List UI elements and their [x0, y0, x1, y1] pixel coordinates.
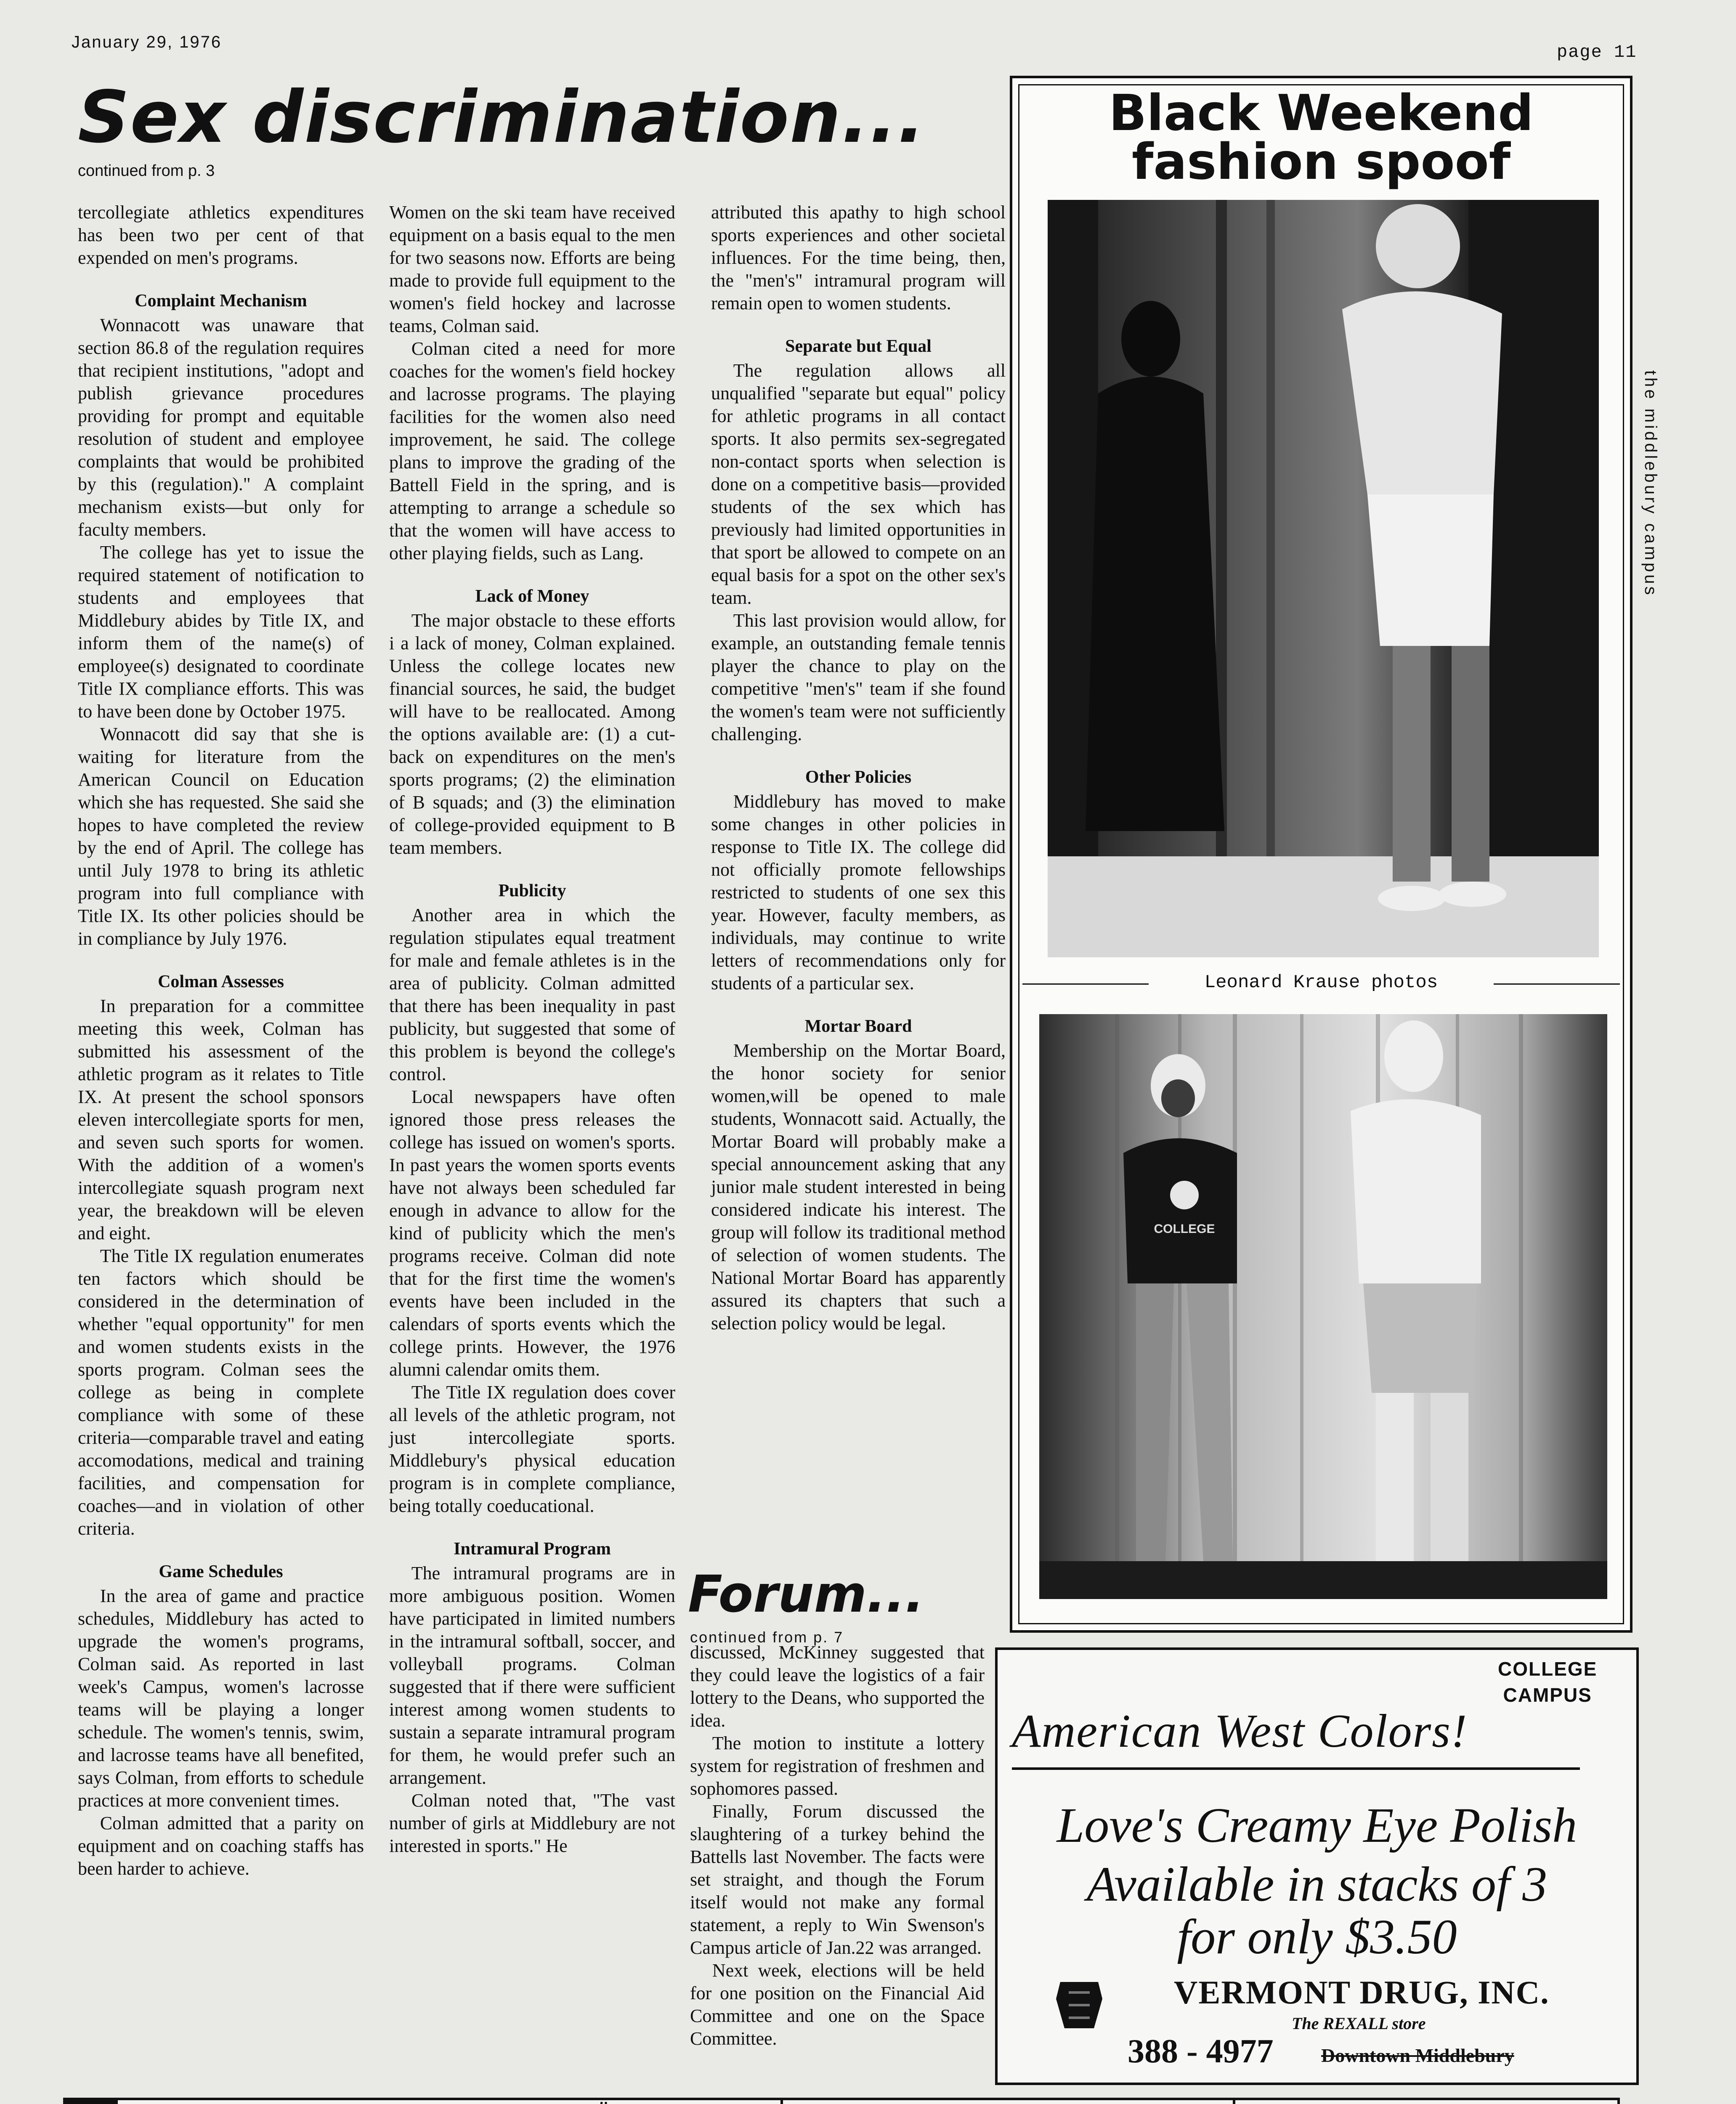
article-headline: Sex discrimination... — [78, 76, 926, 159]
article-paragraph: Another area in which the regulation stipulates equal treatment for male and female athletes is in the area of publicity. Colman admitted that there has been inequality in past publicity, but suggested that some of this problem is beyond the college's control. — [389, 905, 675, 1084]
article-paragraph: Colman admitted that a parity on equipment and on coaching staffs has been harder to achieve. — [78, 1813, 364, 1879]
comic-panel-1-drawing — [122, 2102, 778, 2104]
article-paragraph: Membership on the Mortar Board, the honor society for senior women,will be opened to male students, Wonnacott said. Actually, the Mortar Board will probably make a special announcement asking that any junior male student interested in being considered indicate his interest. The group will follow its traditional method of selection of women students. The National Mortar Board has apparently assured its chapters that such a selection policy would be legal. — [711, 1040, 1006, 1334]
comic-panel-divider — [780, 2098, 783, 2104]
forum-continued-from: continued from p. 7 — [690, 1628, 844, 1646]
ad-phone-number: 388 - 4977 — [1128, 2033, 1274, 2070]
article-column-1 — [78, 201, 364, 1880]
article-paragraph: Colman noted that, "The vast number of girls at Middlebury are not interested in sports." He — [389, 1790, 675, 1856]
article-paragraph: Wonnacott did say that she is waiting for literature from the American Council on Education which she has requested. She said she hopes to have completed the review by the end of April. The college has until July 1978 to bring its athletic program into full compliance with Title IX. Its other policies should be in compliance by July 1976. — [78, 724, 364, 949]
fashion-photo-bottom — [1039, 1014, 1607, 1599]
store-logo-icon — [1052, 1974, 1107, 2032]
comic-panel-divider — [1233, 2098, 1235, 2104]
ad-college-campus-label — [1498, 1656, 1597, 1708]
section-subhead: Intramural Program — [454, 1539, 611, 1559]
fashion-headline-line2: fashion spoof — [1132, 133, 1510, 191]
forum-paragraph: Finally, Forum discussed the slaughtering of a turkey behind the Battells last November. The facts were set straight, and though the Forum itself would not make any formal statement, a reply to Win Swenson's Campus article of Jan.22 was arranged. — [690, 1801, 985, 1958]
section-subhead: Colman Assesses — [158, 972, 284, 991]
comic-panel-1 — [122, 2102, 778, 2104]
continued-from: continued from p. 3 — [78, 162, 215, 180]
section-subhead: Publicity — [498, 881, 566, 901]
newspaper-name-vertical: the middlebury campus — [1641, 370, 1660, 598]
article-paragraph: Middlebury has moved to make some changes in other policies in response to Title IX. The college did not officially promote fellowships restricted to students of one sex this year. However, faculty members, as individuals, may continue to write letters of recommendations only for students of a particular sex. — [711, 791, 1006, 994]
article-paragraph: The Title IX regulation enumerates ten factors which should be considered in the determination of whether "equal opportunity" for men and women students exists in the sports program. Colman sees the college as being in complete compliance with some of these criteria—comparable travel and eating accomodations, medical and training facilities, and compensation for coaches—and in violation of other criteria. — [78, 1246, 364, 1539]
forum-paragraph: The motion to institute a lottery system for registration of freshmen and sophomores passed. — [690, 1733, 985, 1799]
photo-illustration-two-models — [1039, 1014, 1607, 1599]
fashion-headline-line1: Black Weekend — [1109, 84, 1534, 142]
ad-store-tagline: The REXALL store — [1292, 2014, 1426, 2033]
forum-body — [690, 1641, 985, 2050]
article-paragraph: The regulation allows all unqualified "separate but equal" policy for athletic programs in all contact sports. It also permits sex-segregated non-contact sports when selection is done on a competitive basis—provided students of the sex which has previously had limited opportunities in that sport be allowed to compete on an equal basis for a spot on the other sex's team. — [711, 360, 1006, 608]
section-subhead: Lack of Money — [475, 587, 589, 606]
ad-corner-line2: CAMPUS — [1503, 1684, 1592, 1706]
comic-panel-3 — [1237, 2102, 1616, 2104]
forum-paragraph: discussed, McKinney suggested that they could leave the logistics of a fair lottery to the Deans, who supported the idea. — [690, 1642, 985, 1731]
article-paragraph: Colman cited a need for more coaches for the women's field hockey and lacrosse programs. The playing facilities for the women also need improvement, he said. The college plans to improve the grading of the Battell Field in the spring, and is attempting to arrange a schedule so that the women will have access to other playing fields, such as Lang. — [389, 338, 675, 563]
ad-headline: American West Colors! — [1012, 1705, 1468, 1757]
article-column-2 — [389, 201, 675, 1857]
article-paragraph: In preparation for a committee meeting this week, Colman has submitted his assessment of the athletic program as it relates to Title IX. At present the school sponsors eleven intercollegiate sports for men, and seven such sports for women. With the addition of a women's intercollegiate squash program next year, the breakdown will be eleven and eight. — [78, 996, 364, 1243]
section-subhead: Separate but Equal — [785, 337, 932, 356]
forum-paragraph: Next week, elections will be held for one position on the Financial Aid Committee and one on the Space Committee. — [690, 1960, 985, 2049]
article-paragraph: The intramural programs are in more ambiguous position. Women have participated in limited numbers in the intramural softball, soccer, and volleyball programs. Colman suggested that if there were sufficient interest among women students to sustain a separate intramural program for them, he would prefer such an arrangement. — [389, 1563, 675, 1788]
ad-location: Downtown Middlebury — [1321, 2045, 1514, 2066]
article-paragraph: Wonnacott was unaware that section 86.8 of the regulation requires that recipient institutions, "adopt and publish grievance procedures providing for prompt and equitable resolution of student and employee complaints that would be prohibited by this (regulation)." A complaint mechanism exists—but only for faculty members. — [78, 315, 364, 540]
article-column-3 — [711, 201, 1006, 1335]
ad-offer-line: Available in stacks of 3 — [1086, 1857, 1548, 1912]
article-paragraph: tercollegiate athletics expenditures has been two per cent of that expended on men's programs. — [78, 202, 364, 268]
article-paragraph: The college has yet to issue the required statement of notification to students and employees that Middlebury abides by Title IX, and inform them of the name(s) of employee(s) designated to coordinate Title IX compliance efforts. This was to have been done by October 1975. — [78, 542, 364, 722]
photo-illustration-runway-model — [1048, 200, 1599, 957]
comic-panel-2 — [785, 2102, 1231, 2104]
page-number: page 11 — [1557, 42, 1637, 62]
article-paragraph: Local newspapers have often ignored those press releases the college has issued on women's sports. In past years the women sports events have not always been scheduled far enough in advance to allow for the kind of publicity which the men's programs receive. Colman did note that for the first time the women's events have been included in the calendars of sports events which the college prints. However, the 1976 alumni calendar omits them. — [389, 1087, 675, 1380]
article-paragraph: This last provision would allow, for example, an outstanding female tennis player the chance to play on the competitive "men's" team if she found the women's team were not sufficiently challenging. — [711, 610, 1006, 744]
article-paragraph: In the area of game and practice schedules, Middlebury has acted to upgrade the women's programs, Colman said. As reported in last week's Campus, women's lacrosse teams will be playing a longer schedule. The women's tennis, swim, and lacrosse teams have all benefited, says Colman, from efforts to schedule practices at more convenient times. — [78, 1586, 364, 1811]
ad-product-line: Love's Creamy Eye Polish — [1056, 1798, 1577, 1853]
article-paragraph: The Title IX regulation does cover all levels of the athletic program, not just intercollegiate sports. Middlebury's physical education program is in complete compliance, being totally coeducational. — [389, 1382, 675, 1516]
comic-panel-2-drawing — [785, 2102, 1231, 2104]
section-subhead: Game Schedules — [159, 1562, 283, 1581]
ad-underline — [1012, 1767, 1580, 1770]
photo-credit: Leonard Krause photos — [1204, 972, 1438, 993]
dateline: January 29, 1976 — [72, 33, 222, 51]
section-subhead: Complaint Mechanism — [135, 291, 307, 311]
comic-panel-3-drawing — [1237, 2102, 1616, 2104]
ad-store-name: VERMONT DRUG, INC. — [1174, 1974, 1550, 2011]
ad-corner-line1: COLLEGE — [1498, 1658, 1598, 1680]
article-paragraph: Women on the ski team have received equipment on a basis equal to the men for two seasons now. Efforts are being made to provide full equipment to the women's field hockey and lacrosse teams, Colman said. — [389, 202, 675, 336]
fashion-photo-top — [1048, 200, 1599, 957]
ad-price-line: for only $3.50 — [1177, 1909, 1457, 1964]
comic-title-bar — [63, 2098, 118, 2104]
fashion-headline — [1018, 84, 1624, 191]
article-paragraph: attributed this apathy to high school sports experiences and other societal influences. For the time being, then, the "men's" intramural program will remain open to women students. — [711, 202, 1006, 313]
forum-headline: Forum... — [688, 1565, 924, 1624]
credit-rule-right — [1494, 983, 1620, 985]
section-subhead: Other Policies — [805, 768, 912, 787]
article-paragraph: The major obstacle to these efforts i a lack of money, Colman explained. Unless the college locates new financial sources, he said, the budget will have to be reallocated. Among the options available are: (1) a cut-back on expenditures on the men's sports programs; (2) the elimination of B squads; and (3) the elimination of college-provided equipment to B team members. — [389, 610, 675, 858]
sweater-lettering: COLLEGE — [1154, 1222, 1215, 1236]
section-subhead: Mortar Board — [804, 1017, 912, 1036]
